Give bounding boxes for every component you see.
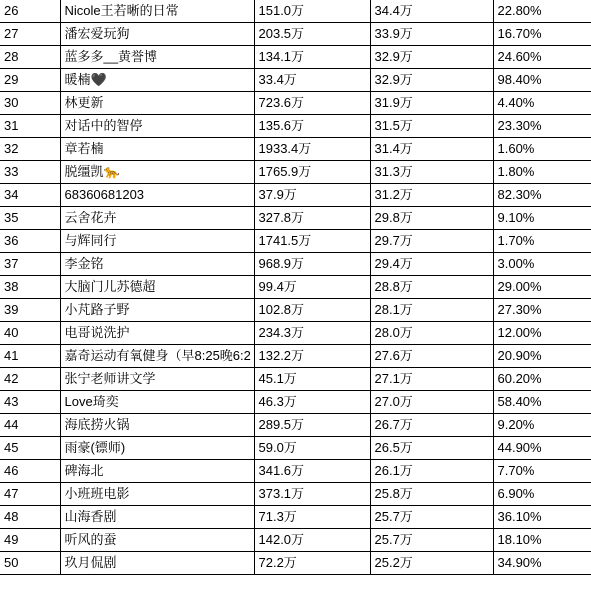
follower-gain-cell[interactable]: 33.9万 [370, 23, 493, 46]
gain-rate-cell[interactable]: 3.00% [493, 253, 591, 276]
rank-cell[interactable]: 27 [0, 23, 60, 46]
account-name-cell[interactable]: 潘宏爱玩狗 [60, 23, 254, 46]
follower-gain-cell[interactable]: 32.9万 [370, 69, 493, 92]
follower-gain-cell[interactable]: 31.3万 [370, 161, 493, 184]
account-name-cell[interactable]: 玖月侃剧 [60, 552, 254, 575]
table-row [0, 345, 591, 368]
rank-cell[interactable]: 45 [0, 437, 60, 460]
account-name-cell[interactable]: 章若楠 [60, 138, 254, 161]
account-name-cell[interactable]: 大脑门儿苏德超 [60, 276, 254, 299]
rank-cell[interactable]: 29 [0, 69, 60, 92]
follower-gain-cell[interactable]: 34.4万 [370, 0, 493, 23]
gain-rate-cell[interactable]: 9.20% [493, 414, 591, 437]
followers-cell[interactable]: 1741.5万 [254, 230, 370, 253]
followers-cell[interactable]: 1765.9万 [254, 161, 370, 184]
rank-cell[interactable]: 47 [0, 483, 60, 506]
rank-cell[interactable]: 34 [0, 184, 60, 207]
gain-rate-cell[interactable]: 22.80% [493, 0, 591, 23]
follower-gain-cell[interactable]: 29.4万 [370, 253, 493, 276]
followers-cell[interactable]: 132.2万 [254, 345, 370, 368]
follower-gain-cell[interactable]: 25.7万 [370, 529, 493, 552]
followers-cell[interactable]: 151.0万 [254, 0, 370, 23]
gain-rate-cell[interactable]: 36.10% [493, 506, 591, 529]
gain-rate-cell[interactable]: 27.30% [493, 299, 591, 322]
rank-cell[interactable]: 46 [0, 460, 60, 483]
account-name-cell[interactable]: 电哥说洗护 [60, 322, 254, 345]
table-row [0, 414, 591, 437]
followers-cell[interactable]: 968.9万 [254, 253, 370, 276]
table-row [0, 552, 591, 575]
gain-rate-cell[interactable]: 6.90% [493, 483, 591, 506]
table-row [0, 0, 591, 23]
follower-gain-cell[interactable]: 26.5万 [370, 437, 493, 460]
gain-rate-cell[interactable]: 58.40% [493, 391, 591, 414]
table-row [0, 460, 591, 483]
rank-cell[interactable]: 40 [0, 322, 60, 345]
followers-cell[interactable]: 33.4万 [254, 69, 370, 92]
account-name-cell[interactable]: 云舍花卉 [60, 207, 254, 230]
rank-cell[interactable]: 36 [0, 230, 60, 253]
followers-cell[interactable]: 203.5万 [254, 23, 370, 46]
followers-cell[interactable]: 234.3万 [254, 322, 370, 345]
table-row [0, 391, 591, 414]
follower-gain-cell[interactable]: 25.7万 [370, 506, 493, 529]
followers-cell[interactable]: 71.3万 [254, 506, 370, 529]
follower-gain-cell[interactable]: 26.7万 [370, 414, 493, 437]
gain-rate-cell[interactable]: 1.60% [493, 138, 591, 161]
gain-rate-cell[interactable]: 16.70% [493, 23, 591, 46]
account-name-cell[interactable]: 脱缰凯🐆 [60, 161, 254, 184]
rank-cell[interactable]: 32 [0, 138, 60, 161]
table-row [0, 92, 591, 115]
rank-cell[interactable]: 38 [0, 276, 60, 299]
account-name-cell[interactable]: 蓝多多__黄誉博 [60, 46, 254, 69]
table-row [0, 529, 591, 552]
rank-cell[interactable]: 50 [0, 552, 60, 575]
rank-cell[interactable]: 28 [0, 46, 60, 69]
gain-rate-cell[interactable]: 34.90% [493, 552, 591, 575]
followers-cell[interactable]: 37.9万 [254, 184, 370, 207]
gain-rate-cell[interactable]: 24.60% [493, 46, 591, 69]
account-name-cell[interactable]: 对话中的智停 [60, 115, 254, 138]
rank-cell[interactable]: 44 [0, 414, 60, 437]
table-row [0, 437, 591, 460]
follower-gain-cell[interactable]: 28.1万 [370, 299, 493, 322]
gain-rate-cell[interactable]: 44.90% [493, 437, 591, 460]
rank-cell[interactable]: 41 [0, 345, 60, 368]
rank-cell[interactable]: 42 [0, 368, 60, 391]
gain-rate-cell[interactable]: 29.00% [493, 276, 591, 299]
rank-cell[interactable]: 43 [0, 391, 60, 414]
gain-rate-cell[interactable]: 20.90% [493, 345, 591, 368]
account-name-cell[interactable]: 嘉奇运动有氧健身（早8:25晚6:2 [60, 345, 254, 368]
follower-gain-cell[interactable]: 29.7万 [370, 230, 493, 253]
follower-gain-cell[interactable]: 25.2万 [370, 552, 493, 575]
followers-cell[interactable]: 45.1万 [254, 368, 370, 391]
gain-rate-cell[interactable]: 23.30% [493, 115, 591, 138]
followers-cell[interactable]: 72.2万 [254, 552, 370, 575]
follower-gain-cell[interactable]: 27.6万 [370, 345, 493, 368]
rank-cell[interactable]: 48 [0, 506, 60, 529]
account-name-cell[interactable]: 小芃路子野 [60, 299, 254, 322]
followers-cell[interactable]: 142.0万 [254, 529, 370, 552]
followers-cell[interactable]: 46.3万 [254, 391, 370, 414]
account-name-cell[interactable]: 林更新 [60, 92, 254, 115]
rank-cell[interactable]: 49 [0, 529, 60, 552]
table-row [0, 230, 591, 253]
table-row [0, 46, 591, 69]
account-name-cell[interactable]: 听风的蚕 [60, 529, 254, 552]
table-row [0, 184, 591, 207]
gain-rate-cell[interactable]: 7.70% [493, 460, 591, 483]
table-row [0, 299, 591, 322]
gain-rate-cell[interactable]: 18.10% [493, 529, 591, 552]
followers-cell[interactable]: 341.6万 [254, 460, 370, 483]
followers-cell[interactable]: 102.8万 [254, 299, 370, 322]
gain-rate-cell[interactable]: 60.20% [493, 368, 591, 391]
gain-rate-cell[interactable]: 1.80% [493, 161, 591, 184]
table-row [0, 207, 591, 230]
table-row [0, 276, 591, 299]
table-row [0, 69, 591, 92]
follower-gain-cell[interactable]: 31.5万 [370, 115, 493, 138]
account-name-cell[interactable]: 碑海北 [60, 460, 254, 483]
account-name-cell[interactable]: 海底捞火锅 [60, 414, 254, 437]
gain-rate-cell[interactable]: 82.30% [493, 184, 591, 207]
table-row [0, 506, 591, 529]
followers-cell[interactable]: 99.4万 [254, 276, 370, 299]
follower-gain-cell[interactable]: 32.9万 [370, 46, 493, 69]
followers-cell[interactable]: 135.6万 [254, 115, 370, 138]
gain-rate-cell[interactable]: 1.70% [493, 230, 591, 253]
account-name-cell[interactable]: 张宁老师讲文学 [60, 368, 254, 391]
follower-gain-cell[interactable]: 31.4万 [370, 138, 493, 161]
account-name-cell[interactable]: Nicole王若晰的日常 [60, 0, 254, 23]
account-name-cell[interactable]: 与辉同行 [60, 230, 254, 253]
table-row [0, 115, 591, 138]
rank-cell[interactable]: 30 [0, 92, 60, 115]
rank-cell[interactable]: 26 [0, 0, 60, 23]
table-row [0, 138, 591, 161]
rank-cell[interactable]: 33 [0, 161, 60, 184]
account-name-cell[interactable]: 雨豪(镖师) [60, 437, 254, 460]
table-row [0, 483, 591, 506]
follower-gain-cell[interactable]: 28.0万 [370, 322, 493, 345]
gain-rate-cell[interactable]: 4.40% [493, 92, 591, 115]
table-row [0, 322, 591, 345]
table-row [0, 23, 591, 46]
followers-cell[interactable]: 373.1万 [254, 483, 370, 506]
gain-rate-cell[interactable]: 98.40% [493, 69, 591, 92]
followers-cell[interactable]: 327.8万 [254, 207, 370, 230]
gain-rate-cell[interactable]: 12.00% [493, 322, 591, 345]
follower-gain-cell[interactable]: 26.1万 [370, 460, 493, 483]
rank-cell[interactable]: 35 [0, 207, 60, 230]
account-name-cell[interactable]: 李金铭 [60, 253, 254, 276]
followers-cell[interactable]: 59.0万 [254, 437, 370, 460]
account-name-cell[interactable]: 68360681203 [60, 184, 254, 207]
followers-cell[interactable]: 134.1万 [254, 46, 370, 69]
rank-cell[interactable]: 31 [0, 115, 60, 138]
table-row [0, 161, 591, 184]
account-name-cell[interactable]: 暖楠🖤 [60, 69, 254, 92]
follower-gain-cell[interactable]: 31.9万 [370, 92, 493, 115]
follower-gain-cell[interactable]: 25.8万 [370, 483, 493, 506]
follower-gain-cell[interactable]: 31.2万 [370, 184, 493, 207]
table-row [0, 368, 591, 391]
account-name-cell[interactable]: 山海香剧 [60, 506, 254, 529]
follower-gain-cell[interactable]: 28.8万 [370, 276, 493, 299]
table-row [0, 253, 591, 276]
follower-gain-cell[interactable]: 27.0万 [370, 391, 493, 414]
gain-rate-cell[interactable]: 9.10% [493, 207, 591, 230]
rank-cell[interactable]: 37 [0, 253, 60, 276]
account-name-cell[interactable]: Love琦奕 [60, 391, 254, 414]
followers-cell[interactable]: 289.5万 [254, 414, 370, 437]
followers-cell[interactable]: 723.6万 [254, 92, 370, 115]
followers-cell[interactable]: 1933.4万 [254, 138, 370, 161]
rank-cell[interactable]: 39 [0, 299, 60, 322]
follower-gain-cell[interactable]: 27.1万 [370, 368, 493, 391]
account-name-cell[interactable]: 小班班电影 [60, 483, 254, 506]
follower-gain-cell[interactable]: 29.8万 [370, 207, 493, 230]
